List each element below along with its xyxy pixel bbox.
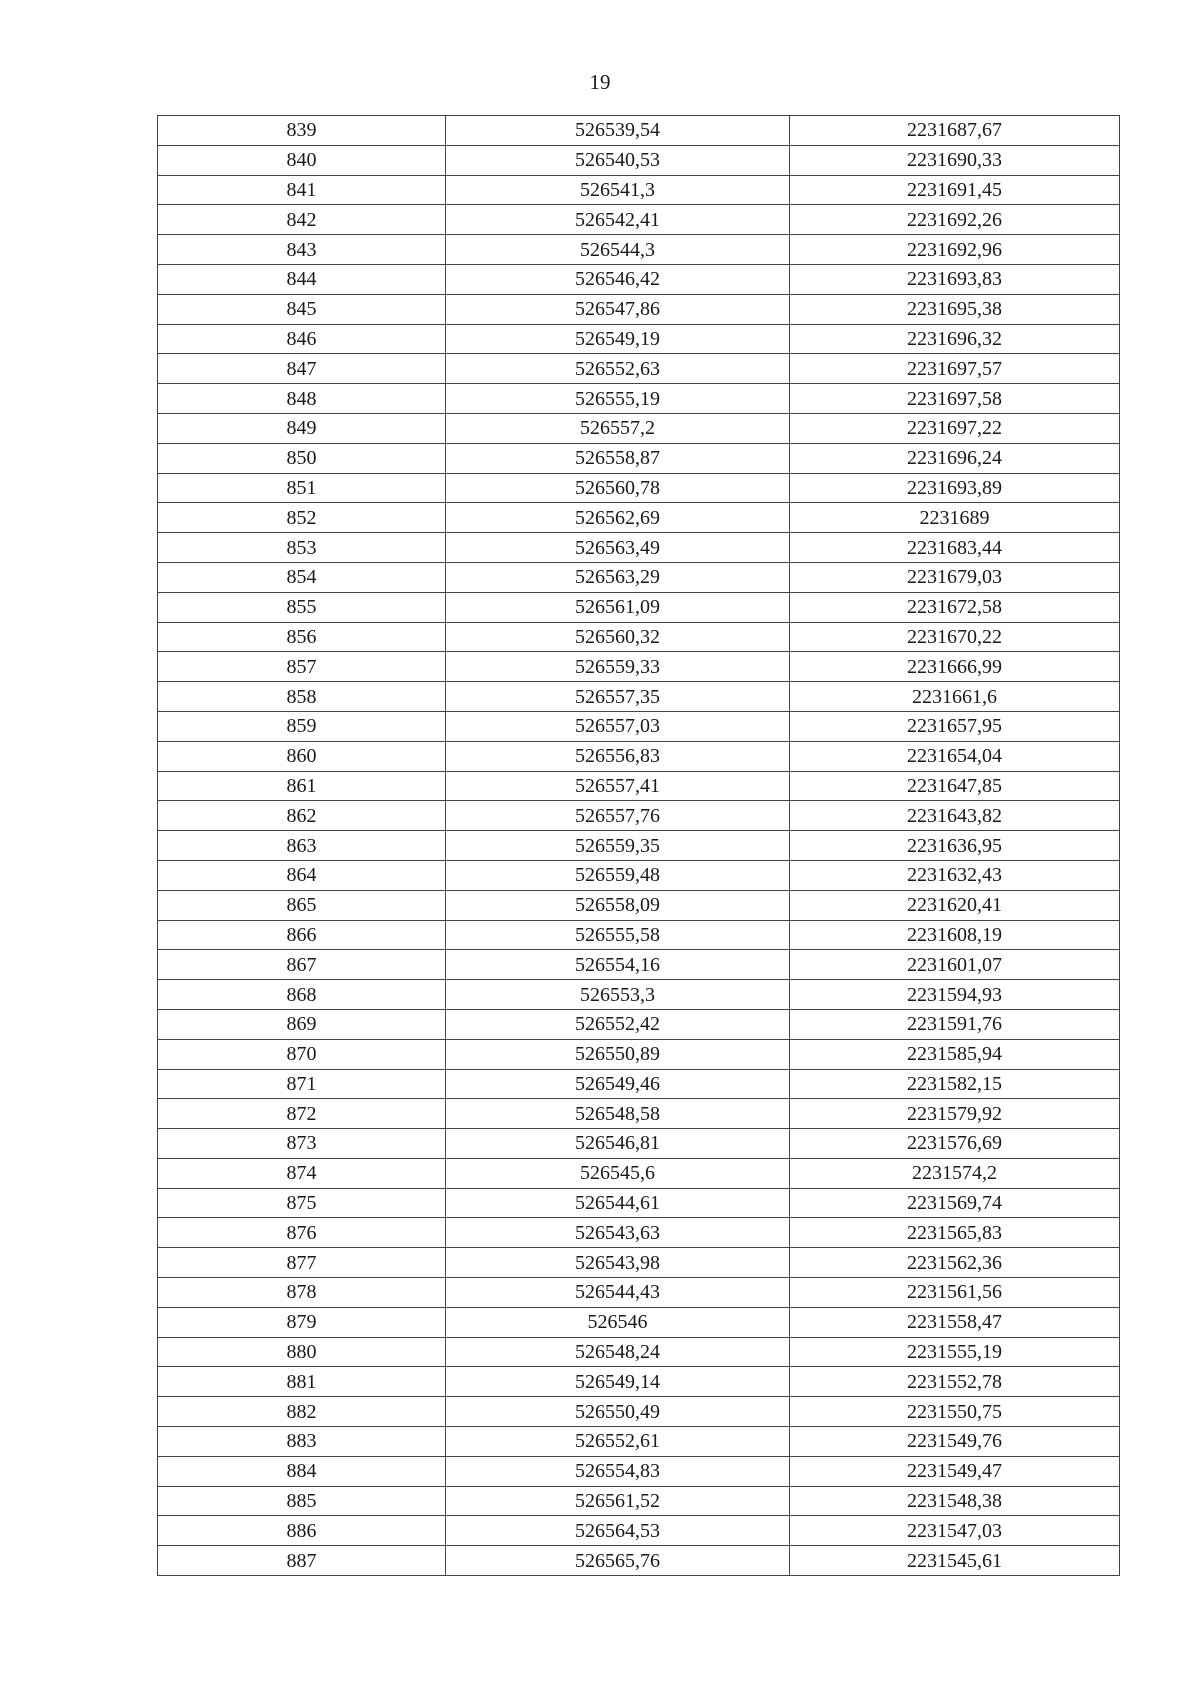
y-coordinate-cell: 2231696,24 — [790, 443, 1120, 473]
x-coordinate-cell: 526565,76 — [446, 1546, 790, 1576]
x-coordinate-cell: 526550,89 — [446, 1039, 790, 1069]
x-coordinate-cell: 526552,61 — [446, 1427, 790, 1457]
x-coordinate-cell: 526562,69 — [446, 503, 790, 533]
table-row — [158, 1039, 1120, 1069]
x-coordinate-cell: 526559,33 — [446, 652, 790, 682]
table-row — [158, 294, 1120, 324]
point-number-cell: 872 — [158, 1099, 446, 1129]
table-row — [158, 1099, 1120, 1129]
point-number-cell: 886 — [158, 1516, 446, 1546]
x-coordinate-cell: 526549,19 — [446, 324, 790, 354]
table-row — [158, 443, 1120, 473]
coordinates-table — [157, 115, 1120, 1576]
table-row — [158, 1456, 1120, 1486]
x-coordinate-cell: 526555,19 — [446, 384, 790, 414]
point-number-cell: 866 — [158, 920, 446, 950]
y-coordinate-cell: 2231689 — [790, 503, 1120, 533]
coordinates-table-body — [158, 116, 1120, 1576]
x-coordinate-cell: 526554,16 — [446, 950, 790, 980]
table-row — [158, 860, 1120, 890]
table-row — [158, 652, 1120, 682]
table-row — [158, 1009, 1120, 1039]
y-coordinate-cell: 2231691,45 — [790, 175, 1120, 205]
x-coordinate-cell: 526544,61 — [446, 1188, 790, 1218]
point-number-cell: 854 — [158, 562, 446, 592]
x-coordinate-cell: 526557,76 — [446, 801, 790, 831]
point-number-cell: 842 — [158, 205, 446, 235]
point-number-cell: 885 — [158, 1486, 446, 1516]
table-row — [158, 354, 1120, 384]
table-row — [158, 980, 1120, 1010]
point-number-cell: 848 — [158, 384, 446, 414]
x-coordinate-cell: 526557,2 — [446, 413, 790, 443]
y-coordinate-cell: 2231594,93 — [790, 980, 1120, 1010]
x-coordinate-cell: 526555,58 — [446, 920, 790, 950]
y-coordinate-cell: 2231549,76 — [790, 1427, 1120, 1457]
table-row — [158, 413, 1120, 443]
x-coordinate-cell: 526559,35 — [446, 831, 790, 861]
x-coordinate-cell: 526546 — [446, 1307, 790, 1337]
x-coordinate-cell: 526550,49 — [446, 1397, 790, 1427]
table-row — [158, 384, 1120, 414]
y-coordinate-cell: 2231548,38 — [790, 1486, 1120, 1516]
point-number-cell: 863 — [158, 831, 446, 861]
point-number-cell: 849 — [158, 413, 446, 443]
y-coordinate-cell: 2231555,19 — [790, 1337, 1120, 1367]
table-row — [158, 1397, 1120, 1427]
x-coordinate-cell: 526557,35 — [446, 682, 790, 712]
y-coordinate-cell: 2231661,6 — [790, 682, 1120, 712]
table-row — [158, 1307, 1120, 1337]
table-row — [158, 741, 1120, 771]
y-coordinate-cell: 2231636,95 — [790, 831, 1120, 861]
y-coordinate-cell: 2231547,03 — [790, 1516, 1120, 1546]
table-row — [158, 1129, 1120, 1159]
table-row — [158, 264, 1120, 294]
table-row — [158, 1069, 1120, 1099]
y-coordinate-cell: 2231620,41 — [790, 890, 1120, 920]
page-number: 19 — [589, 70, 611, 94]
point-number-cell: 861 — [158, 771, 446, 801]
y-coordinate-cell: 2231693,89 — [790, 473, 1120, 503]
point-number-cell: 882 — [158, 1397, 446, 1427]
table-row — [158, 831, 1120, 861]
point-number-cell: 853 — [158, 533, 446, 563]
table-row — [158, 1158, 1120, 1188]
point-number-cell: 843 — [158, 235, 446, 265]
y-coordinate-cell: 2231579,92 — [790, 1099, 1120, 1129]
point-number-cell: 869 — [158, 1009, 446, 1039]
point-number-cell: 855 — [158, 592, 446, 622]
table-row — [158, 1188, 1120, 1218]
point-number-cell: 852 — [158, 503, 446, 533]
table-row — [158, 950, 1120, 980]
x-coordinate-cell: 526559,48 — [446, 860, 790, 890]
x-coordinate-cell: 526561,09 — [446, 592, 790, 622]
point-number-cell: 870 — [158, 1039, 446, 1069]
point-number-cell: 873 — [158, 1129, 446, 1159]
y-coordinate-cell: 2231672,58 — [790, 592, 1120, 622]
point-number-cell: 880 — [158, 1337, 446, 1367]
y-coordinate-cell: 2231697,57 — [790, 354, 1120, 384]
table-row — [158, 503, 1120, 533]
table-row — [158, 622, 1120, 652]
x-coordinate-cell: 526560,78 — [446, 473, 790, 503]
table-row — [158, 592, 1120, 622]
table-row — [158, 562, 1120, 592]
point-number-cell: 865 — [158, 890, 446, 920]
x-coordinate-cell: 526563,49 — [446, 533, 790, 563]
table-row — [158, 1218, 1120, 1248]
point-number-cell: 884 — [158, 1456, 446, 1486]
point-number-cell: 857 — [158, 652, 446, 682]
x-coordinate-cell: 526544,43 — [446, 1278, 790, 1308]
x-coordinate-cell: 526557,41 — [446, 771, 790, 801]
point-number-cell: 868 — [158, 980, 446, 1010]
point-number-cell: 878 — [158, 1278, 446, 1308]
x-coordinate-cell: 526552,63 — [446, 354, 790, 384]
x-coordinate-cell: 526542,41 — [446, 205, 790, 235]
x-coordinate-cell: 526560,32 — [446, 622, 790, 652]
table-row — [158, 1427, 1120, 1457]
y-coordinate-cell: 2231562,36 — [790, 1248, 1120, 1278]
x-coordinate-cell: 526548,58 — [446, 1099, 790, 1129]
y-coordinate-cell: 2231550,75 — [790, 1397, 1120, 1427]
x-coordinate-cell: 526544,3 — [446, 235, 790, 265]
x-coordinate-cell: 526548,24 — [446, 1337, 790, 1367]
y-coordinate-cell: 2231657,95 — [790, 711, 1120, 741]
point-number-cell: 856 — [158, 622, 446, 652]
point-number-cell: 875 — [158, 1188, 446, 1218]
point-number-cell: 858 — [158, 682, 446, 712]
point-number-cell: 864 — [158, 860, 446, 890]
point-number-cell: 871 — [158, 1069, 446, 1099]
y-coordinate-cell: 2231666,99 — [790, 652, 1120, 682]
x-coordinate-cell: 526540,53 — [446, 145, 790, 175]
y-coordinate-cell: 2231576,69 — [790, 1129, 1120, 1159]
point-number-cell: 876 — [158, 1218, 446, 1248]
y-coordinate-cell: 2231647,85 — [790, 771, 1120, 801]
x-coordinate-cell: 526561,52 — [446, 1486, 790, 1516]
point-number-cell: 846 — [158, 324, 446, 354]
y-coordinate-cell: 2231558,47 — [790, 1307, 1120, 1337]
y-coordinate-cell: 2231545,61 — [790, 1546, 1120, 1576]
point-number-cell: 847 — [158, 354, 446, 384]
table-row — [158, 1486, 1120, 1516]
y-coordinate-cell: 2231643,82 — [790, 801, 1120, 831]
point-number-cell: 887 — [158, 1546, 446, 1576]
y-coordinate-cell: 2231574,2 — [790, 1158, 1120, 1188]
x-coordinate-cell: 526558,87 — [446, 443, 790, 473]
point-number-cell: 881 — [158, 1367, 446, 1397]
x-coordinate-cell: 526556,83 — [446, 741, 790, 771]
y-coordinate-cell: 2231697,58 — [790, 384, 1120, 414]
point-number-cell: 860 — [158, 741, 446, 771]
table-row — [158, 890, 1120, 920]
y-coordinate-cell: 2231549,47 — [790, 1456, 1120, 1486]
point-number-cell: 844 — [158, 264, 446, 294]
table-row — [158, 1337, 1120, 1367]
point-number-cell: 883 — [158, 1427, 446, 1457]
table-row — [158, 533, 1120, 563]
point-number-cell: 862 — [158, 801, 446, 831]
table-row — [158, 205, 1120, 235]
point-number-cell: 867 — [158, 950, 446, 980]
table-row — [158, 1546, 1120, 1576]
y-coordinate-cell: 2231654,04 — [790, 741, 1120, 771]
table-row — [158, 1248, 1120, 1278]
y-coordinate-cell: 2231552,78 — [790, 1367, 1120, 1397]
y-coordinate-cell: 2231601,07 — [790, 950, 1120, 980]
y-coordinate-cell: 2231695,38 — [790, 294, 1120, 324]
x-coordinate-cell: 526546,81 — [446, 1129, 790, 1159]
y-coordinate-cell: 2231670,22 — [790, 622, 1120, 652]
x-coordinate-cell: 526539,54 — [446, 116, 790, 146]
y-coordinate-cell: 2231697,22 — [790, 413, 1120, 443]
table-row — [158, 920, 1120, 950]
table-row — [158, 175, 1120, 205]
x-coordinate-cell: 526552,42 — [446, 1009, 790, 1039]
table-row — [158, 801, 1120, 831]
x-coordinate-cell: 526549,14 — [446, 1367, 790, 1397]
x-coordinate-cell: 526546,42 — [446, 264, 790, 294]
y-coordinate-cell: 2231687,67 — [790, 116, 1120, 146]
x-coordinate-cell: 526564,53 — [446, 1516, 790, 1546]
table-row — [158, 1516, 1120, 1546]
table-row — [158, 682, 1120, 712]
point-number-cell: 879 — [158, 1307, 446, 1337]
point-number-cell: 877 — [158, 1248, 446, 1278]
y-coordinate-cell: 2231679,03 — [790, 562, 1120, 592]
point-number-cell: 839 — [158, 116, 446, 146]
table-row — [158, 145, 1120, 175]
y-coordinate-cell: 2231683,44 — [790, 533, 1120, 563]
point-number-cell: 840 — [158, 145, 446, 175]
table-row — [158, 473, 1120, 503]
x-coordinate-cell: 526543,98 — [446, 1248, 790, 1278]
point-number-cell: 841 — [158, 175, 446, 205]
table-row — [158, 1278, 1120, 1308]
point-number-cell: 859 — [158, 711, 446, 741]
table-row — [158, 235, 1120, 265]
point-number-cell: 850 — [158, 443, 446, 473]
y-coordinate-cell: 2231565,83 — [790, 1218, 1120, 1248]
y-coordinate-cell: 2231608,19 — [790, 920, 1120, 950]
x-coordinate-cell: 526549,46 — [446, 1069, 790, 1099]
table-row — [158, 116, 1120, 146]
x-coordinate-cell: 526558,09 — [446, 890, 790, 920]
point-number-cell: 845 — [158, 294, 446, 324]
x-coordinate-cell: 526547,86 — [446, 294, 790, 324]
point-number-cell: 874 — [158, 1158, 446, 1188]
y-coordinate-cell: 2231582,15 — [790, 1069, 1120, 1099]
y-coordinate-cell: 2231690,33 — [790, 145, 1120, 175]
y-coordinate-cell: 2231632,43 — [790, 860, 1120, 890]
y-coordinate-cell: 2231561,56 — [790, 1278, 1120, 1308]
x-coordinate-cell: 526553,3 — [446, 980, 790, 1010]
x-coordinate-cell: 526554,83 — [446, 1456, 790, 1486]
x-coordinate-cell: 526541,3 — [446, 175, 790, 205]
x-coordinate-cell: 526563,29 — [446, 562, 790, 592]
x-coordinate-cell: 526557,03 — [446, 711, 790, 741]
table-row — [158, 711, 1120, 741]
x-coordinate-cell: 526543,63 — [446, 1218, 790, 1248]
point-number-cell: 851 — [158, 473, 446, 503]
y-coordinate-cell: 2231696,32 — [790, 324, 1120, 354]
y-coordinate-cell: 2231693,83 — [790, 264, 1120, 294]
y-coordinate-cell: 2231591,76 — [790, 1009, 1120, 1039]
y-coordinate-cell: 2231692,96 — [790, 235, 1120, 265]
y-coordinate-cell: 2231569,74 — [790, 1188, 1120, 1218]
x-coordinate-cell: 526545,6 — [446, 1158, 790, 1188]
y-coordinate-cell: 2231692,26 — [790, 205, 1120, 235]
y-coordinate-cell: 2231585,94 — [790, 1039, 1120, 1069]
table-row — [158, 771, 1120, 801]
table-row — [158, 324, 1120, 354]
table-row — [158, 1367, 1120, 1397]
